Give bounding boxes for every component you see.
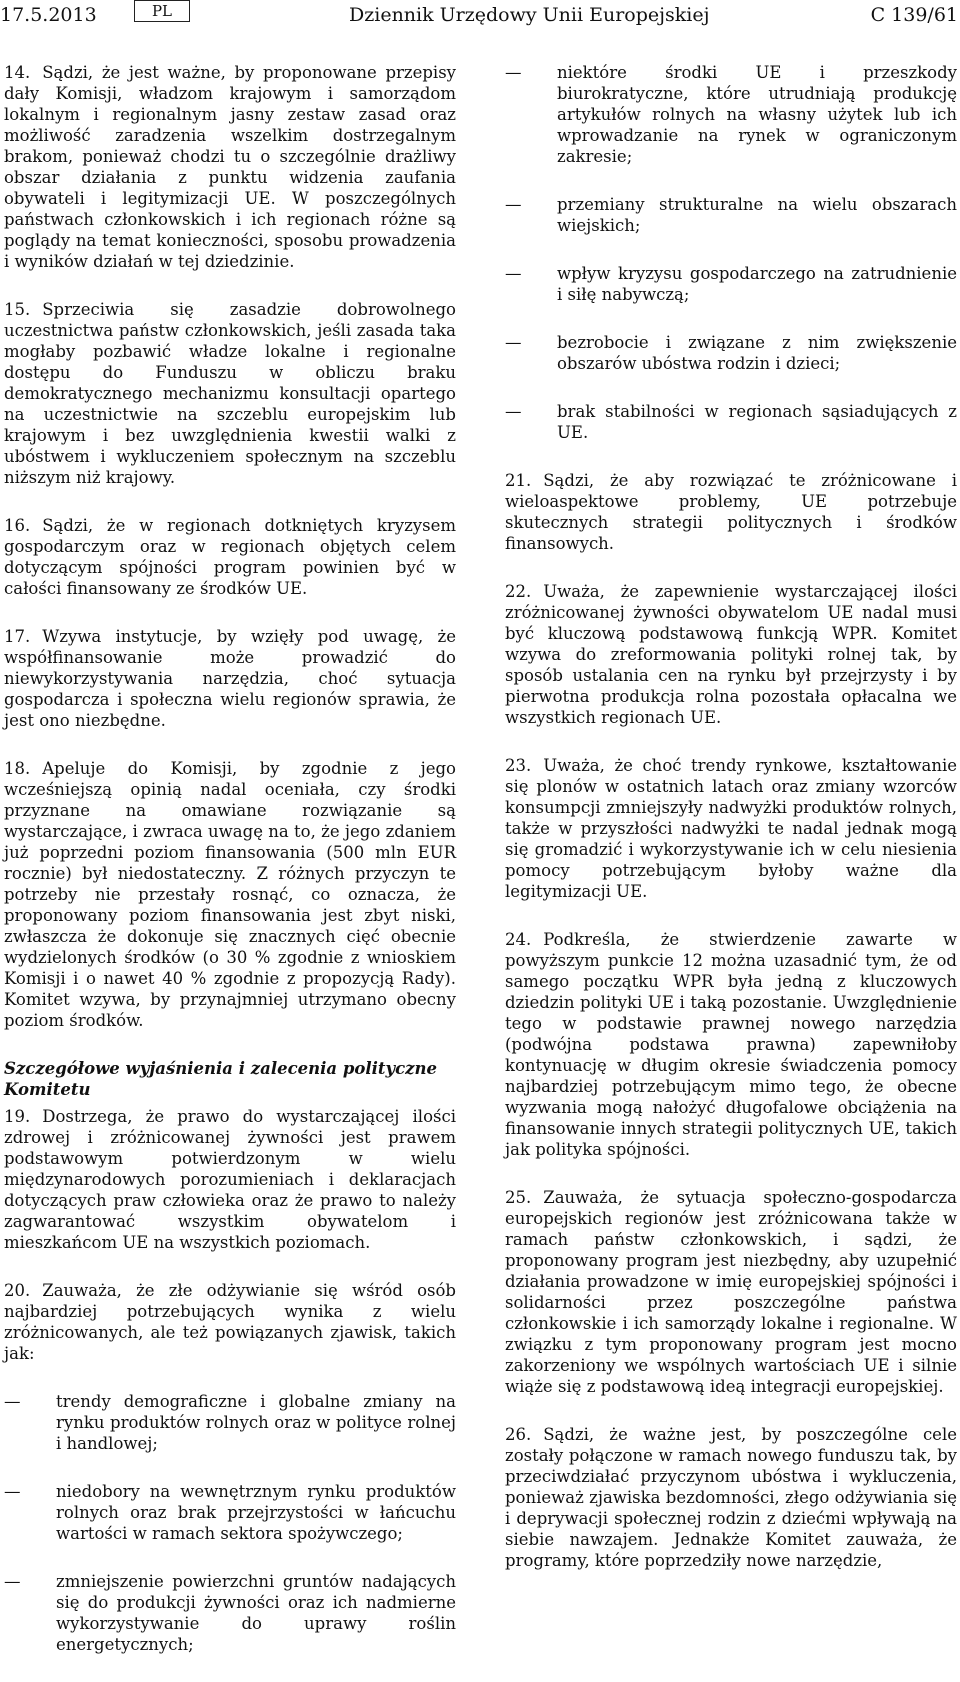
- left-column: [4, 62, 456, 1682]
- paragraph-26: [505, 1424, 957, 1571]
- dash-mark: —: [4, 1482, 21, 1501]
- paragraph-text: Podkreśla, że stwierdzenie zawarte w powyższym punkcie 12 można uzasadnić tym, że od samego początku WPR była jedną z kluczowych dziedzin polityki UE i taką pozostanie. Uwzględnienie tego w podstawie prawnej nowego narzędzia (podwójna podstawa prawna) zapewniłoby kontynuację w długim okresie świadczenia pomocy najbardziej potrzebującym mimo tego, że obecne wyzwania mogą nałożyć długofalowe obciążenia na finansowanie innych strategii politycznych UE, takich jak polityka spójności.: [505, 930, 957, 1159]
- header-page-number: C 139/61: [870, 4, 958, 26]
- paragraph-number: 14.: [4, 63, 31, 82]
- list-item: — niedobory na wewnętrznym rynku produktów rolnych oraz brak przejrzystości w łańcuchu wartości w ramach sektora spożywczego;: [4, 1482, 456, 1543]
- paragraph-text: Sądzi, że ważne jest, by poszczególne cele zostały połączone w ramach nowego funduszu tak, by przeciwdziałać przyczynom ubóstwa i wykluczenia, ponieważ zjawiska bezdomności, złego odżywiania się i deprywacji społecznej rodzin z dziećmi wpływają na siebie nawzajem. Jednakże Komitet zauważa, że programy, które poprzedziły nowe narzędzie,: [505, 1425, 957, 1570]
- section-heading: Szczegółowe wyjaśnienia i zalecenia polityczne Komitetu: [4, 1059, 438, 1099]
- paragraph-24: [505, 929, 957, 1160]
- list-item: — przemiany strukturalne na wielu obszarach wiejskich;: [505, 195, 957, 235]
- header-language-box: PL: [134, 0, 190, 22]
- paragraph-number: 20.: [4, 1281, 31, 1300]
- paragraph-number: 21.: [505, 471, 532, 490]
- paragraph-text: Uważa, że choć trendy rynkowe, kształtowanie się plonów w ostatnich latach oraz zmiany wzorców konsumpcji zmniejszyły nadwyżki produktów rolnych, także w przyszłości nadwyżki te nadal jednak mogą się gromadzić i wykorzystywanie ich w celu niesienia pomocy potrzebującym byłoby ważne dla legitymizacji UE.: [505, 756, 957, 901]
- paragraph-number: 17.: [4, 627, 31, 646]
- list-item: — zmniejszenie powierzchni gruntów nadających się do produkcji żywności oraz ich nadmierne wykorzystywanie do uprawy roślin energetycznych;: [4, 1572, 456, 1654]
- paragraph-14: [4, 62, 456, 272]
- dash-mark: —: [505, 264, 522, 283]
- paragraph-number: 15.: [4, 300, 31, 319]
- paragraph-number: 26.: [505, 1425, 532, 1444]
- header-date: 17.5.2013: [0, 4, 97, 26]
- paragraph-text: Sądzi, że w regionach dotkniętych kryzysem gospodarczym oraz w regionach objętych celem dotyczącym spójności program powinien być w całości finansowany ze środków UE.: [4, 516, 456, 598]
- paragraph-text: Zauważa, że sytuacja społeczno-gospodarcza europejskich regionów jest zróżnicowana także w ramach państw członkowskich, i sądzi, że proponowany program jest niezbędny, aby uzupełnić działania prowadzone w imię europejskiej spójności i solidarności przez poszczególne państwa członkowskie i ich samorządy lokalne i regionalne. W związku z tym proponowany program jest mocno zakorzeniony we wspólnych wartościach UE i silnie wiąże się z podstawową ideą integracji europejskiej.: [505, 1188, 957, 1396]
- right-column: [505, 62, 957, 1598]
- paragraph-text: Sądzi, że aby rozwiązać te zróżnicowane i wieloaspektowe problemy, UE potrzebuje skutecznych strategii politycznych i środków finansowych.: [505, 471, 957, 553]
- paragraph-number: 25.: [505, 1188, 532, 1207]
- paragraph-number: 22.: [505, 582, 532, 601]
- dash-mark: —: [4, 1572, 21, 1591]
- paragraph-17: [4, 626, 456, 731]
- paragraph-19: [4, 1106, 456, 1253]
- paragraph-text: Wzywa instytucje, by wzięły pod uwagę, że współfinansowanie może prowadzić do niewykorzystywania narzędzia, choć sytuacja gospodarcza i społeczna wielu regionów sprawia, że jest ono niezbędne.: [4, 627, 456, 730]
- dash-list-left: [4, 1391, 456, 1655]
- list-item: — brak stabilności w regionach sąsiadujących z UE.: [505, 402, 957, 442]
- dash-mark: —: [505, 333, 522, 352]
- list-item: — bezrobocie i związane z nim zwiększenie obszarów ubóstwa rodzin i dzieci;: [505, 333, 957, 373]
- paragraph-16: [4, 515, 456, 599]
- paragraph-text: Zauważa, że złe odżywianie się wśród osób najbardziej potrzebujących wynika z wielu zróżnicowanych, ale też powiązanych zjawisk, takich jak:: [4, 1281, 456, 1363]
- paragraph-number: 24.: [505, 930, 532, 949]
- paragraph-text: Sądzi, że jest ważne, by proponowane przepisy dały Komisji, władzom krajowym i samorządom lokalnym i regionalnym jasny zestaw zasad oraz możliwość zaradzenia wszelkim dostrzegalnym brakom, ponieważ chodzi tu o szczególnie drażliwy obszar działania z punktu widzenia zaufania obywateli i legitymizacji UE. W poszczególnych państwach członkowskich i ich regionach różne są poglądy na temat konieczności, sposobu prowadzenia i wyników działań w tej dziedzinie.: [4, 63, 456, 271]
- list-item: — wpływ kryzysu gospodarczego na zatrudnienie i siłę nabywczą;: [505, 264, 957, 304]
- paragraph-22: [505, 581, 957, 728]
- list-item: — trendy demograficzne i globalne zmiany na rynku produktów rolnych oraz w polityce rolnej i handlowej;: [4, 1392, 456, 1453]
- dash-mark: —: [505, 195, 522, 214]
- paragraph-23: [505, 755, 957, 902]
- paragraph-25: [505, 1187, 957, 1397]
- paragraph-21: [505, 470, 957, 554]
- paragraph-text: Sprzeciwia się zasadzie dobrowolnego uczestnictwa państw członkowskich, jeśli zasada taka mogłaby pozbawić władze lokalne i regionalne dostępu do Funduszu w obliczu braku demokratycznego mechanizmu konsultacji opartego na uczestnictwie na szczeblu europejskim lub krajowym i bez uwzględnienia kwestii walki z ubóstwem i wykluczeniem społecznym na szczeblu niższym niż krajowy.: [4, 300, 456, 487]
- page-header: [0, 0, 960, 40]
- header-journal-title: Dziennik Urzędowy Unii Europejskiej: [349, 4, 710, 26]
- paragraph-20: [4, 1280, 456, 1364]
- dash-mark: —: [4, 1392, 21, 1411]
- dash-list-right: [505, 62, 957, 443]
- paragraph-15: [4, 299, 456, 488]
- paragraph-18: [4, 758, 456, 1031]
- paragraph-text: Uważa, że zapewnienie wystarczającej ilości zróżnicowanej żywności obywatelom UE nadal musi być kluczową podstawową funkcją WPR. Komitet wzywa do zreformowania polityki rolnej tak, by sposób ustalania cen na rynku był przejrzysty i by pierwotna produkcja rolna pozostała opłacalna we wszystkich regionach UE.: [505, 582, 957, 727]
- paragraph-number: 16.: [4, 516, 31, 535]
- paragraph-text: Apeluje do Komisji, by zgodnie z jego wcześniejszą opinią nadal oceniała, czy środki przyznane na omawiane rozwiązanie są wystarczające, i zwraca uwagę na to, że jego zdaniem już poprzedni poziom finansowania (500 mln EUR rocznie) był niedostateczny. Z różnych przyczyn te potrzeby nie przestały rosnąć, co oznacza, że proponowany poziom finansowania jest zbyt niski, zwłaszcza że dokonuje się znacznych cięć obecnie wydzielonych środków (o 30 % zgodnie z wnioskiem Komisji i o nawet 40 % zgodnie z propozycją Rady). Komitet wzywa, by przynajmniej utrzymano obecny poziom środków.: [4, 759, 456, 1030]
- dash-mark: —: [505, 63, 522, 82]
- paragraph-text: Dostrzega, że prawo do wystarczającej ilości zdrowej i zróżnicowanej żywności jest prawem podstawowym potwierdzonym w wielu międzynarodowych porozumieniach i deklaracjach dotyczących praw człowieka oraz że prawo to należy zagwarantować wszystkim obywatelom i mieszkańcom UE na wszystkich poziomach.: [4, 1107, 456, 1252]
- paragraph-number: 18.: [4, 759, 31, 778]
- paragraph-number: 19.: [4, 1107, 31, 1126]
- paragraph-number: 23.: [505, 756, 532, 775]
- list-item: — niektóre środki UE i przeszkody biurokratyczne, które utrudniają produkcję artykułów rolnych na własny użytek lub ich wprowadzanie na rynek w ograniczonym zakresie;: [505, 63, 957, 166]
- dash-mark: —: [505, 402, 522, 421]
